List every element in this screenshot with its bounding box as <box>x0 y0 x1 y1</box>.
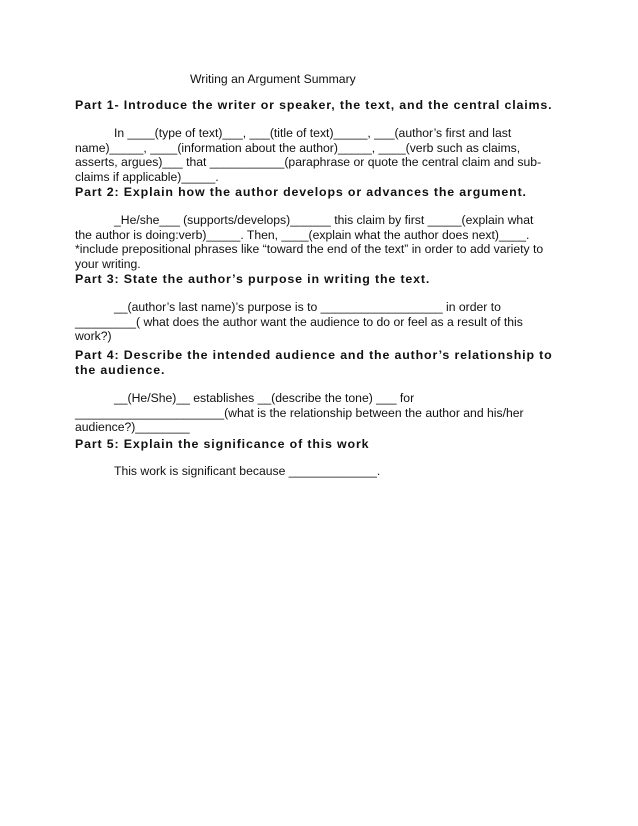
section-body <box>75 464 565 479</box>
body-line: In ____(type of text)___, ___(title of text)_____, ___(author’s first and last <box>114 126 512 140</box>
section-heading <box>75 348 565 378</box>
body-line: _________( what does the author want the audience to do or feel as a result of this <box>75 314 523 329</box>
section-part-3 <box>75 272 565 344</box>
section-part-4 <box>75 348 565 435</box>
body-line: __(He/She)__ establishes __(describe the tone) ___ for <box>114 391 415 405</box>
heading-line: the audience. <box>75 363 166 377</box>
body-line: __(author’s last name)’s purpose is to __________________ in order to <box>114 300 501 314</box>
body-line: name)_____, ____(information about the author)_____, ____(verb such as claims, <box>75 140 521 155</box>
body-line: _He/she___ (supports/develops)______ this claim by first _____(explain what <box>114 213 534 227</box>
body-line: work?) <box>75 329 112 344</box>
section-part-1 <box>75 98 565 184</box>
section-body <box>75 300 565 344</box>
heading-line: Part 4: Describe the intended audience and the author’s relationship to <box>75 348 553 362</box>
body-line: *include prepositional phrases like “toward the end of the text” in order to add variety to <box>75 242 544 257</box>
section-heading: Part 2: Explain how the author develops or advances the argument. <box>75 185 527 199</box>
section-body <box>75 213 565 271</box>
section-heading: Part 3: State the author’s purpose in writing the text. <box>75 272 431 286</box>
section-body <box>75 126 565 184</box>
body-line: ______________________(what is the relationship between the author and his/her <box>75 405 524 420</box>
body-line: claims if applicable)_____. <box>75 169 219 184</box>
body-line: This work is significant because _____________. <box>114 464 381 478</box>
body-line: asserts, argues)___ that ___________(paraphrase or quote the central claim and sub- <box>75 155 542 170</box>
document-title: Writing an Argument Summary <box>190 72 356 86</box>
body-line: your writing. <box>75 256 141 271</box>
section-heading: Part 1- Introduce the writer or speaker, the text, and the central claims. <box>75 98 553 112</box>
section-part-5 <box>75 437 565 479</box>
section-body <box>75 391 565 435</box>
body-line: the author is doing:verb)_____. Then, ____(explain what the author does next)____. <box>75 227 530 242</box>
body-line: audience?)________ <box>75 420 190 435</box>
section-heading: Part 5: Explain the significance of this work <box>75 437 370 451</box>
section-part-2 <box>75 185 565 271</box>
